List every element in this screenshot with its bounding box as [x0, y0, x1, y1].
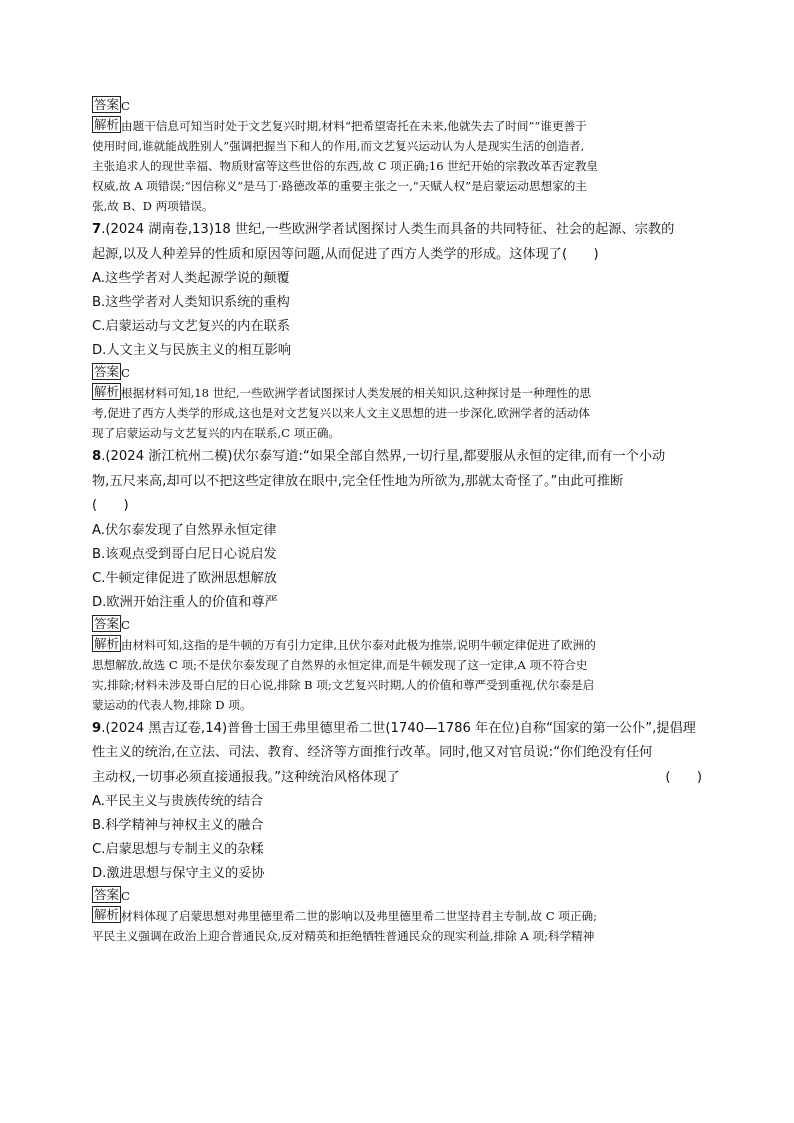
analysis-tag: 解析 [94, 384, 120, 399]
option-c: C.启蒙运动与文艺复兴的内在联系 [92, 319, 291, 334]
question-9 [92, 717, 702, 947]
question-stem-line: 起源,以及人种差异的性质和原因等问题,从而促进了西方人类学的形成。这体现了( ) [92, 246, 599, 262]
answer-tag: 答案 [94, 97, 120, 112]
question-stem-line: 9.(2024 黑吉辽卷,14)普鲁士国王弗里德里希二世(1740—1786 年在位)自称“国家的第一公仆”,提倡理 [92, 720, 696, 736]
question-number: 8 [92, 449, 102, 464]
answer-value: C [121, 366, 130, 380]
analysis-line: 平民主义强调在政治上迎合普通民众,反对精英和拒绝牺牲普通民众的现实利益,排除 A 项;科学精神 [92, 929, 595, 943]
analysis-tag: 解析 [94, 907, 120, 922]
question-stem-line: 性主义的统治,在立法、司法、教育、经济等方面推行改革。同时,他又对官员说:“你们绝没有任何 [92, 745, 653, 760]
option-d: D.人文主义与民族主义的相互影响 [92, 343, 291, 358]
answer-line [92, 886, 702, 906]
analysis-line: 解析 由材料可知,这指的是牛顿的万有引力定律,且伏尔泰对此极为推崇,说明牛顿定律促进了欧洲的 [94, 635, 596, 652]
answer-blank: ( ) [665, 769, 702, 785]
analysis-line: 蒙运动的代表人物,排除 D 项。 [92, 697, 252, 712]
analysis-line: 解析 根据材料可知,18 世纪,一些欧洲学者试图探讨人类发展的相关知识,这种探讨是一种理性的思 [94, 384, 592, 400]
option-b: B.该观点受到哥白尼日心说启发 [92, 546, 277, 562]
question-stem-line: 7.(2024 湖南卷,13)18 世纪,一些欧洲学者试图探讨人类生而具备的共同特征、社会的起源、宗教的 [92, 222, 675, 237]
answer-value: C [121, 889, 130, 903]
option-b: B.这些学者对人类知识系统的重构 [92, 295, 290, 310]
question-stem-line: 主动权,一切事必须直接通报我。”这种统治风格体现了 ( ) [92, 766, 702, 791]
answer-tag: 答案 [94, 364, 120, 379]
analysis-line: 考,促进了西方人类学的形成,这也是对文艺复兴以来人文主义思想的进一步深化,欧洲学者的活动体 [92, 406, 590, 420]
option-c: C.牛顿定律促进了欧洲思想解放 [92, 570, 277, 586]
answer-tag: 答案 [94, 887, 120, 902]
question-8 [92, 445, 702, 715]
option-b: B.科学精神与神权主义的融合 [92, 818, 264, 833]
analysis-line [92, 116, 702, 136]
analysis-line: 解析 材料体现了启蒙思想对弗里德里希二世的影响以及弗里德里希二世坚持君主专制,故 C 项正确; [94, 907, 598, 923]
analysis-line: 实,排除;材料未涉及哥白尼的日心说,排除 B 项;文艺复兴时期,人的价值和尊严受到重视,伏尔泰是启 [92, 677, 595, 692]
question-stem-line: ( ) [92, 498, 129, 513]
option-d: D.欧洲开始注重人的价值和尊严 [92, 594, 278, 610]
option-d: D.激进思想与保守主义的妥协 [92, 866, 265, 881]
option-a: A.平民主义与贵族传统的结合 [92, 794, 264, 809]
analysis-line: 思想解放,故选 C 项;不是伏尔泰发现了自然界的永恒定律,而是牛顿发现了这一定律,A 项不符合史 [92, 657, 588, 672]
question-7 [92, 218, 702, 443]
question-number: 7 [92, 222, 102, 237]
answer-tag: 答案 [94, 615, 120, 631]
answer-line [92, 615, 702, 635]
analysis-line: 使用时间,谁就能战胜别人”强调把握当下和人的作用,而文艺复兴运动认为人是现实生活的创造者, [92, 139, 585, 153]
option-a: A.这些学者对人类起源学说的颠覆 [92, 271, 290, 286]
answer-value: C [121, 617, 130, 632]
answer-line [92, 363, 702, 383]
document-page [92, 96, 702, 946]
analysis-line: 权威,故 A 项错误;“因信称义”是马丁·路德改革的重要主张之一,“天赋人权”是启蒙运动思想家的主 [92, 179, 587, 193]
option-c: C.启蒙思想与专制主义的杂糅 [92, 842, 264, 857]
option-a: A.伏尔泰发现了自然界永恒定律 [92, 522, 277, 538]
answer-line [92, 96, 702, 116]
analysis-line: 主张追求人的现世幸福、物质财富等这些世俗的东西,故 C 项正确;16 世纪开始的宗教改革否定教皇 [92, 159, 599, 173]
analysis-tag: 解析 [94, 117, 120, 132]
question-number: 9 [92, 720, 102, 736]
answer-value: C [121, 99, 130, 113]
analysis-tag: 解析 [94, 635, 120, 651]
question-stem-line: 8.(2024 浙江杭州二模)伏尔泰写道:“如果全部自然界,一切行星,都要服从永恒的定律,而有一个小动 [92, 449, 666, 464]
analysis-line: 张,故 B、D 两项错误。 [92, 199, 214, 213]
question-stem-line: 物,五尺来高,却可以不把这些定律放在眼中,完全任性地为所欲为,那就太奇怪了。”由此可推断 [92, 473, 624, 489]
analysis-line: 现了启蒙运动与文艺复兴的内在联系,C 项正确。 [92, 426, 341, 440]
analysis-text: 由题干信息可知当时处于文艺复兴时期,材料“把希望寄托在未来,他就失去了时间”“谁更善于 [121, 119, 587, 133]
